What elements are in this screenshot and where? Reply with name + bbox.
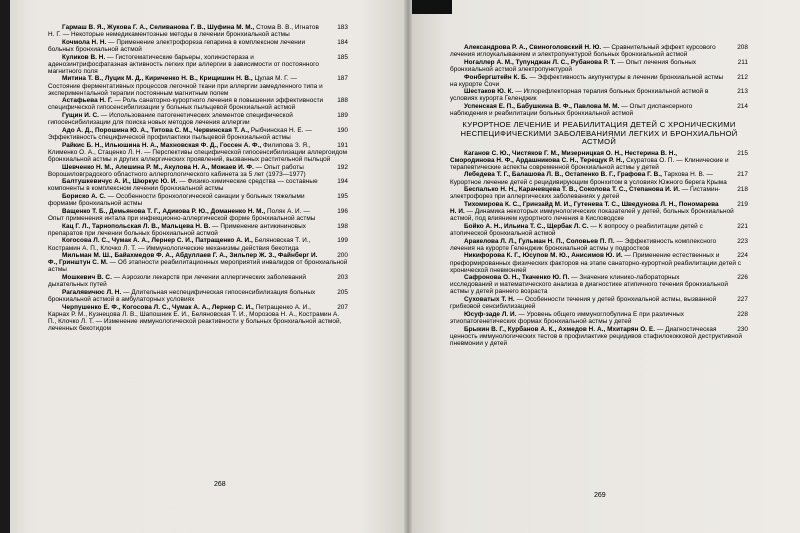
entry-title: — Аэрозоли лекарств при лечении аллергических заболеваний дыхательных путей [48,274,306,289]
entry-authors: Бойко А. Н., Ильина Т. С., Щербак Л. С. [464,222,589,230]
left-page-number: 268 [214,481,226,488]
entry-page-number: 228 [737,310,748,318]
entry-page-number: 205 [337,288,348,296]
entry-page-number: 187 [337,75,348,83]
book-gutter [404,0,412,533]
entry-authors: Мошкевич В. С. [62,274,112,282]
entry-page-number: 203 [337,274,348,282]
entry-authors: Когосова Л. С., Чумак А. А., Лернер С. И., Патращенко А. И., [62,237,253,245]
entry-title: Поляк А. И. — Опыт применения интала при инфекционно-аллергической форме бронхиальной астмы [48,207,316,222]
entry-page-number: 183 [337,24,348,31]
entry-authors: Мильман М. Ш., Байахмедов Ф. А., Абдуллаев Г. А., Зильпер Ж. З., Файнберг И. Ф., Гринштун С. М. [48,252,318,267]
entry-title: — Опыт диспансерного наблюдения и реабилитации больных бронхиальной астмой [450,103,693,118]
left-contents-column [48,24,348,333]
entry-page-number: 200 [337,252,348,260]
entry-page-number: 192 [337,163,348,171]
contents-entry [450,44,748,58]
entry-page-number: 218 [737,186,748,194]
entry-page-number: 194 [337,178,348,186]
entry-authors: Гармаш В. Я., Жукова Г. А., Селиванова Г. В., Шуфина М. М., [62,24,255,31]
contents-entry [48,237,348,251]
entry-page-number: 184 [337,38,348,46]
entry-authors: Райкис Б. Н., Ильюшина Н. А., Махновская Ф. Д., Госсен А. Ф., [62,141,262,149]
entry-page-number: 212 [737,73,748,81]
entry-page-number: 221 [737,222,748,230]
entry-page-number: 215 [737,149,748,157]
entry-title: — Уровень общего иммуноглобулина E при различных этиопатогенетических формах бронхиальной астмы у детей [450,310,685,326]
contents-entry [48,112,348,126]
entry-authors: Кац Г. Л., Тарнопольская Л. В., Мальцева Н. В. [62,222,211,230]
entry-title: Стома В. В., Игнатов Н. Г. — Некоторые немедикаментозные методы в лечении бронхиальной астмы [48,24,319,39]
entry-authors: Брыкин В. Г., Курбанов А. К., Ахмедов Н. А., Мхитарян О. Е. [464,325,656,333]
entry-page-number: 195 [337,193,348,201]
entry-authors: Беспалько Н. Н., Карачевцева Т. В., Соколова Т. С., Степанова И. И. [464,186,680,194]
contents-entry [450,238,748,252]
entry-page-number: 227 [737,296,748,304]
entry-page-number: 217 [737,171,748,179]
entry-title: — Применение антикининовых препаратов при лечении больных бронхиальной астмой [48,222,307,237]
contents-entry [450,223,748,237]
contents-entry [450,103,748,117]
entry-page-number: 223 [737,237,748,245]
entry-title: — Эффективность комплексного лечения на курорте Геленджик бронхиальной астмы у подростков [450,237,717,252]
contents-entry [450,274,748,295]
entry-title: — Иглорефлекторная терапия больных бронхиальной астмой в условиях курорта Геленджик [450,88,709,103]
entry-authors: Шестаков Ю. К. [464,88,514,96]
entry-title: Скуратова О. П. — Клинические и терапевтические аспекты современной бронхиальной астмы у детей [450,156,729,171]
contents-entry [48,252,348,273]
entry-page-number: 189 [337,112,348,120]
contents-entry [48,97,348,111]
entry-page-number: 198 [337,222,348,230]
entry-title: — Динамика некоторых иммунологических показателей у детей, больных бронхиальной астмой, под влиянием курортного лечения в Кисловодске [450,208,734,223]
contents-entry [48,193,348,207]
section-title: КУРОРТНОЕ ЛЕЧЕНИЕ И РЕАБИЛИТАЦИЯ ДЕТЕЙ С ХРОНИЧЕСКИМИ НЕСПЕЦИФИЧЕСКИМИ ЗАБОЛЕВАНИЯМИ ЛЕГКИХ И БРОНХИАЛЬНОЙ АСТМОЙ [460,120,738,147]
contents-entry [48,164,348,178]
entry-authors: Ващенко Т. Б., Демьянова Т. Г., Адикова Р. Ю., Доманенко Н. М., [62,207,266,215]
entry-title: — Гистамин-электрофорез при аллергических заболеваниях у детей [450,186,721,201]
entry-authors: Балтушкевичус А. И., Шюркус Ю. И. [62,178,178,186]
entry-authors: Александрова Р. А., Свиноголовский Н. Ю. [464,44,602,51]
contents-entry [48,178,348,192]
entry-authors: Адо А. Д., Порошина Ю. А., Титова С. М., Червинская Т. А., [62,126,250,134]
entry-authors: Никифорова К. Г., Юсупов М. Ю., Анисимов Ю. И. [464,252,623,260]
entry-title: — Длительная неспецифическая гипосенсибилизация больных бронхиальной астмой в амбулаторных условиях [48,288,316,303]
entry-page-number: 230 [737,325,748,333]
contents-entry [48,54,348,75]
entry-authors: Черпушенко Е. Ф., Когосова Л. С., Чумак А. А., Лернер С. И., [62,303,254,311]
contents-entry [48,304,348,332]
entry-page-number: 207 [337,303,348,311]
contents-entry [48,142,348,163]
entry-title: — Особенности бронхологической санации у больных тяжелыми формами бронхиальной астмы [48,193,305,208]
entry-authors: Митина Т. В., Луцик М. Д., Кириченко Н. В., Крищишин Н. В., [62,75,253,83]
contents-entry [450,326,748,347]
entry-authors: Астафьева Н. Г. [62,97,113,105]
entry-authors: Кочмола Н. Н. [62,38,107,46]
entry-title: — Эффективность акупунктуры в лечении бронхиальной астмы на курорте Сочи [450,73,724,88]
entry-title: Цулая М. Г. — Состояние ферментативных процессов легочной ткани при аллергии замедленного типа и экспериментальной терапии постоянным магнитным полем [48,75,323,97]
entry-authors: Куликов В. Н. [62,53,106,61]
entry-title: Тархова Н. В. — Курортное лечение детей с рецидивирующим бронхитом в условиях Южного берега Крыма [450,171,727,186]
page-edge-shadow [412,0,452,14]
entry-title: — Использование патогенетических элементов специфической гипосенсибилизации для поиска новых методов лечения аллергии [48,112,293,127]
entry-authors: Ногаллер А. М., Тупунджан Л. С., Рубанова Р. Т. [464,58,616,66]
entry-title: Петращенко А. И., Карнах Р. М., Кузнецова Л. В., Шапошник Е. И., Беляновская Т. И., Морозова Н. А., Кострамин А. П., Клочко Л. Т. — Изменение иммунологической реактивности у больных бронхиальной астмой, леченных бекотидом [48,303,342,332]
entry-authors: Бориско А. С. [62,193,106,201]
entry-authors: Суховатых Т. Н. [464,296,515,304]
right-contents-column [450,44,748,348]
entry-authors: Фонбергштейн К. Б. [464,73,528,81]
entry-title: Филипова З. Я., Клименко О. А., Стаценко Л. Н. — Перспективы специфической гипосенсибилизации аллергоидом бронхиальной астмы и других аллергических проявлений, вызванных растительной пыльцой [48,141,348,163]
entry-title: — К вопросу о реабилитации детей с атопической бронхиальной астмой [450,222,703,237]
entry-authors: Успенская Е. П., Бабушкина В. Ф., Павлова М. М. [464,103,620,111]
entry-title: — Диагностическая ценность иммунологических тестов в профилактике рецидивов стафилококковой деструктивной пневмонии у детей [450,325,742,347]
contents-entry [48,223,348,237]
entry-authors: Сафронова О. Н., Ткаченко Ю. П. [464,274,570,282]
entry-title: — Физико-химические средства — составные компоненты в комплексном лечении бронхиальной астмы [48,178,318,193]
entry-title: — Сравнительный эффект курсового лечения иглоукалыванием и электропунктурой больных бронхиальной астмой [450,44,716,59]
entry-page-number: 214 [737,103,748,111]
entry-page-number: 208 [737,44,748,51]
contents-entry [48,24,348,38]
entry-title: — Применение естественных и преформированных физических факторов на этапе санаторно-курортной реабилитации детей с хронической пневмонией [450,252,742,274]
contents-entry [450,74,748,88]
entry-page-number: 224 [737,252,748,260]
entry-title: — Значение клинико-лабораторных исследований и математического анализа в диагностике атипичного течения бронхиальной астмы у детей раннего возраста [450,274,728,296]
contents-entry [450,150,748,171]
entry-title: — Опыт работы Ворошиловградского областного аллергологического кабинета за 5 лет (1973—1977) [48,163,306,178]
entry-authors: Рагалявичюс Л. Н. [62,288,122,296]
entry-title: — Опыт лечения больных бронхиальной астмой электропунктурой [450,58,697,73]
entry-authors: Шевченко Н. М., Алешина Р. М., Акулова Н. А., Можаев И. Ф. [62,163,254,171]
entry-title: — Особенности течения у детей бронхиальной астмы, вызванной грибковой сенсибилизацией [450,296,717,311]
contents-entry [450,88,748,102]
contents-entry [450,201,748,222]
entry-title: — Применение электрофореза гепарина в комплексном лечении больных бронхиальной астмой [48,38,306,53]
entry-page-number: 185 [337,53,348,61]
contents-entry [450,186,748,200]
entry-title: Рыбчинская Н. Е. — Эффективность специфической профилактики пыльцевой бронхиальной астмы [48,126,312,141]
contents-entry [48,208,348,222]
contents-entry [450,296,748,310]
entry-authors: Юсуф-заде Л. И. [464,310,517,318]
entry-page-number: 226 [737,274,748,282]
entry-page-number: 190 [337,126,348,134]
right-page-number: 269 [594,492,606,499]
entry-authors: Гущин И. С. [62,112,99,120]
contents-entry [450,59,748,73]
entry-page-number: 211 [737,58,748,66]
contents-entry [450,252,748,273]
entry-title: — Гистогематические барьеры, холинэстераза и аденозинтрифосфатазная активность легких при аллергии в зависимости от постоянного магнитного поля [48,53,319,75]
entry-authors: Лебедева Т. Г., Балашова Л. В., Остапенко В. Г., Графова Г. В., [464,171,662,179]
entry-authors: Аракелова Л. Л., Гульман Н. П., Соловьев П. П. [464,237,615,245]
contents-entry [48,289,348,303]
entry-title: Беляновская Т. И., Кострамин А. П., Клочко Л. Т. — Иммунологические механизмы действия бекотида [48,237,311,252]
entry-page-number: 196 [337,207,348,215]
contents-entry [450,311,748,325]
entry-authors: Каганов С. Ю., Чистяков Г. М., Мизерницкая О. Н., Нестерина В. Н., Смородинова Н. Ф., Ардашникова С. Н., Терещук Р. Н., [450,149,678,164]
contents-entry [450,171,748,185]
contents-entry [48,75,348,96]
contents-entry [48,274,348,288]
entry-page-number: 191 [337,141,348,149]
entry-page-number: 213 [737,88,748,96]
entry-authors: Тихомирова К. С., Гринзайд М. И., Гутенева Т. С., Шведунова Л. Н., Пономарева Н. И. [450,200,719,216]
entry-title: — Роль санаторно-курортного лечения в повышении эффективности специфической гипосенсибилизации у больных пыльцевой бронхиальной астмой [48,97,324,112]
contents-entry [48,39,348,53]
contents-entry [48,127,348,141]
entry-page-number: 219 [737,200,748,208]
entry-page-number: 199 [337,237,348,245]
entry-title: — Об этапности реабилитационных мероприятий инвалидов от бронхиальной астмы [48,259,348,274]
entry-page-number: 188 [337,97,348,105]
